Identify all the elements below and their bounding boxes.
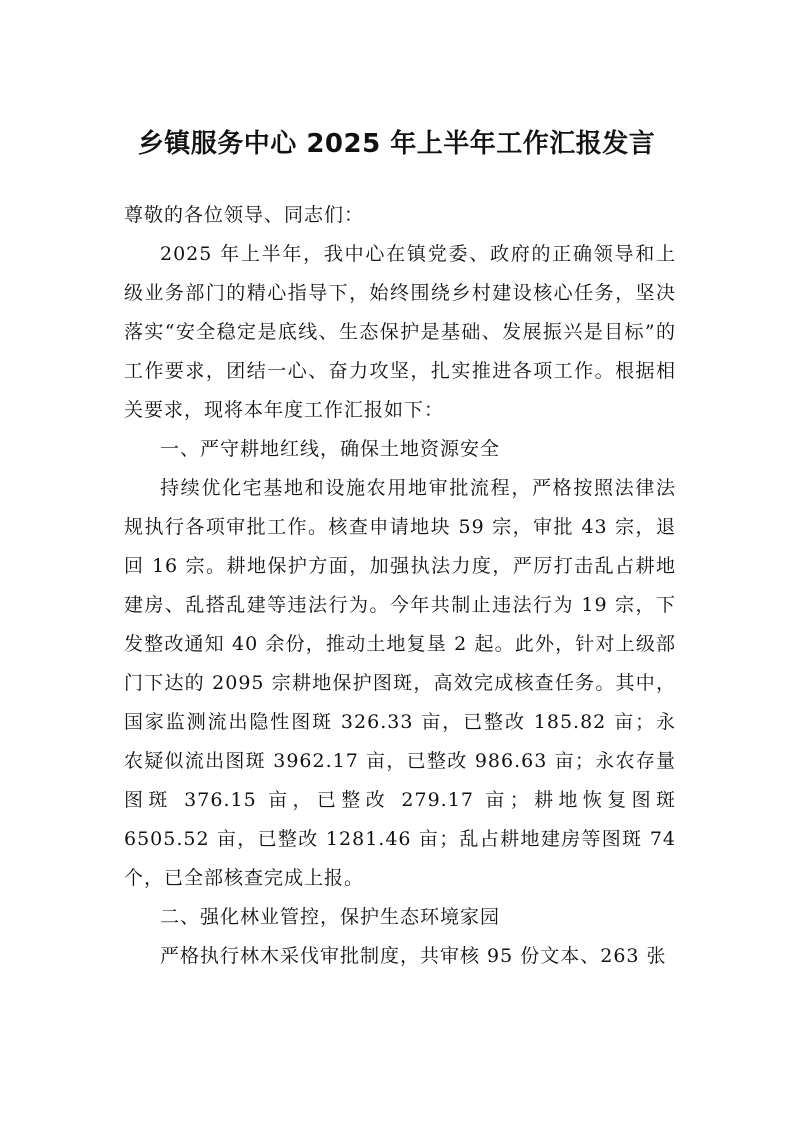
document-title: 乡镇服务中心 2025 年上半年工作汇报发言 [137, 129, 656, 159]
paragraph-intro: 2025 年上半年，我中心在镇党委、政府的正确领导和上级业务部门的精心指导下，始终围绕乡村建设核心任务，坚决落实“安全稳定是底线、生态保护是基础、发展振兴是目标”的工作要求，团结一心、奋力攻坚，扎实推进各项工作。根据相关要求，现将本年度工作汇报如下： [124, 243, 676, 421]
salutation: 尊敬的各位领导、同志们： [124, 204, 365, 226]
paragraph-farmland: 持续优化宅基地和设施农用地审批流程，严格按照法律法规执行各项审批工作。核查申请地块 59 宗，审批 43 宗，退回 16 宗。耕地保护方面，加强执法力度，严厉打击乱占耕地建房、乱搭乱建等违法行为。今年共制止违法行为 19 宗，下发整改通知 40 余份，推动土地复垦 2 起。此外，针对上级部门下达的 2095 宗耕地保护图斑，高效完成核查任务。其中，国家监测流出隐性图斑 326.33 亩，已整改 185.82 亩；永农疑似流出图斑 3962.17 亩，已整改 986.63 亩；永农存量图斑 376.15 亩，已整改 279.17 亩；耕地恢复图斑 6505.52 亩，已整改 1281.46 亩；乱占耕地建房等图斑 74 个，已全部核查完成上报。 [124, 477, 676, 889]
section-heading-1: 一、严守耕地红线，确保土地资源安全 [160, 438, 501, 460]
paragraph-forestry: 严格执行林木采伐审批制度，共审核 95 份文本、263 张 [160, 945, 667, 967]
section-heading-2: 二、强化林业管控，保护生态环境家园 [160, 906, 501, 928]
document-body [124, 196, 676, 976]
